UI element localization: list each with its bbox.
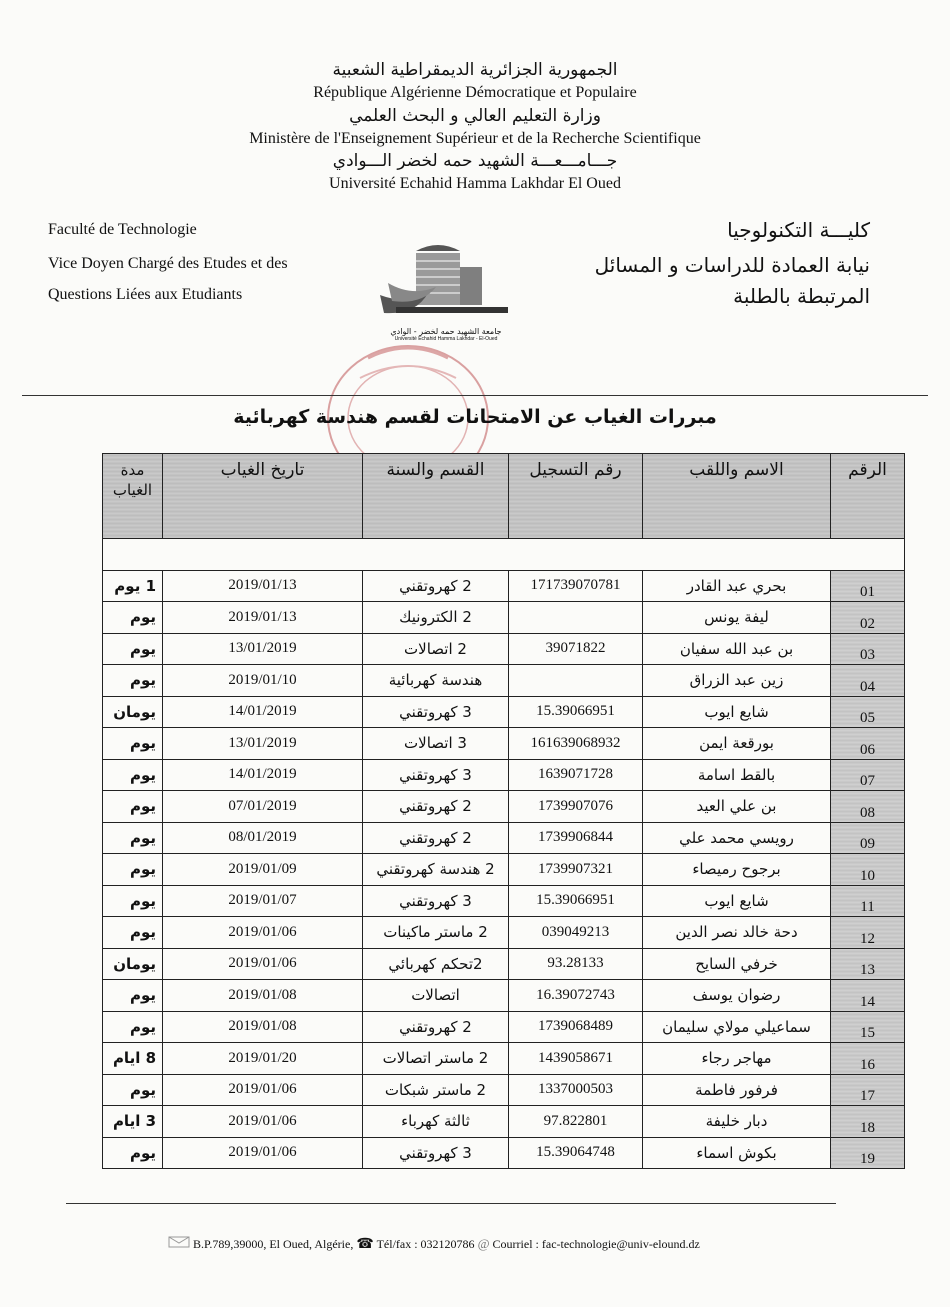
cell-num: 06 <box>831 728 905 760</box>
left-line3: Questions Liées aux Etudiants <box>48 286 243 303</box>
cell-num: 16 <box>831 1043 905 1075</box>
table-row <box>103 728 905 760</box>
cell-num: 07 <box>831 759 905 791</box>
cell-dur: يوم <box>103 791 163 823</box>
cell-reg: 15.39066951 <box>509 885 643 917</box>
table-row <box>103 791 905 823</box>
table-row <box>103 1137 905 1169</box>
header-ar-university: جـــامـــعـــة الشهيد حمه لخضر الـــوادي <box>332 151 618 171</box>
cell-dept: 2 الكترونيك <box>363 602 509 634</box>
cell-name: رويسي محمد علي <box>643 822 831 854</box>
cell-date: 13/01/2019 <box>163 728 363 760</box>
cell-date: 2019/01/06 <box>163 917 363 949</box>
absence-table <box>102 453 905 1169</box>
cell-reg: 161639068932 <box>509 728 643 760</box>
table-row <box>103 980 905 1012</box>
cell-date: 2019/01/06 <box>163 1106 363 1138</box>
cell-date: 14/01/2019 <box>163 759 363 791</box>
cell-date: 2019/01/06 <box>163 948 363 980</box>
cell-reg: 15.39064748 <box>509 1137 643 1169</box>
table-row <box>103 1043 905 1075</box>
cell-num: 15 <box>831 1011 905 1043</box>
cell-dept: 2 ماستر اتصالات <box>363 1043 509 1075</box>
logo-fr-text: Université Echahid Hamma Lakhdar - El-Oued <box>394 336 498 342</box>
table-header-row <box>103 454 905 539</box>
cell-name: بورقعة ايمن <box>643 728 831 760</box>
header-fr-republic: République Algérienne Démocratique et Populaire <box>313 84 637 101</box>
cell-dur: يوم <box>103 633 163 665</box>
cell-date: 14/01/2019 <box>163 696 363 728</box>
cell-date: 2019/01/06 <box>163 1074 363 1106</box>
cell-name: ليفة يونس <box>643 602 831 634</box>
cell-reg <box>509 602 643 634</box>
phone-icon: ☎ <box>356 1237 374 1252</box>
cell-num: 13 <box>831 948 905 980</box>
cell-num: 12 <box>831 917 905 949</box>
cell-dur: يومان <box>103 948 163 980</box>
cell-reg <box>509 665 643 697</box>
building-icon <box>376 243 516 323</box>
cell-dur: يوم <box>103 854 163 886</box>
cell-dept: ثالثة كهرباء <box>363 1106 509 1138</box>
cell-num: 09 <box>831 822 905 854</box>
table-row <box>103 854 905 886</box>
footer-divider <box>66 1203 836 1204</box>
cell-dept: 2 اتصالات <box>363 633 509 665</box>
cell-num: 08 <box>831 791 905 823</box>
cell-num: 01 <box>831 570 905 602</box>
cell-num: 18 <box>831 1106 905 1138</box>
cell-date: 08/01/2019 <box>163 822 363 854</box>
cell-dept: 3 اتصالات <box>363 728 509 760</box>
cell-dur: يوم <box>103 885 163 917</box>
cell-name: سماعيلي مولاي سليمان <box>643 1011 831 1043</box>
cell-name: شايع ايوب <box>643 696 831 728</box>
cell-reg: 15.39066951 <box>509 696 643 728</box>
cell-dur: يوم <box>103 1137 163 1169</box>
table-row <box>103 1011 905 1043</box>
cell-reg: 1739907076 <box>509 791 643 823</box>
table-row <box>103 696 905 728</box>
cell-dept: 3 كهروتقني <box>363 759 509 791</box>
cell-reg: 93.28133 <box>509 948 643 980</box>
col-header-dur: مدة الغياب <box>103 454 163 539</box>
cell-dur: يوم <box>103 602 163 634</box>
cell-reg: 1739907321 <box>509 854 643 886</box>
cell-dur: يوم <box>103 980 163 1012</box>
cell-dur: 1 يوم <box>103 570 163 602</box>
left-line2: Vice Doyen Chargé des Etudes et des <box>48 255 288 272</box>
cell-dept: 2تحكم كهربائي <box>363 948 509 980</box>
cell-dur: يوم <box>103 822 163 854</box>
cell-dur: يوم <box>103 1074 163 1106</box>
right-line2: نيابة العمادة للدراسات و المسائل <box>594 253 870 277</box>
cell-dur: 8 ايام <box>103 1043 163 1075</box>
table-row <box>103 1106 905 1138</box>
cell-reg: 39071822 <box>509 633 643 665</box>
cell-num: 04 <box>831 665 905 697</box>
cell-dur: 3 ايام <box>103 1106 163 1138</box>
cell-date: 2019/01/13 <box>163 570 363 602</box>
mail-icon <box>168 1236 190 1248</box>
cell-num: 05 <box>831 696 905 728</box>
cell-date: 2019/01/08 <box>163 1011 363 1043</box>
cell-date: 07/01/2019 <box>163 791 363 823</box>
cell-name: بحري عبد القادر <box>643 570 831 602</box>
left-faculty: Faculté de Technologie <box>48 221 197 238</box>
cell-reg: 039049213 <box>509 917 643 949</box>
cell-dur: يوم <box>103 728 163 760</box>
footer <box>168 1236 700 1253</box>
cell-name: مهاجر رجاء <box>643 1043 831 1075</box>
cell-dept: 3 كهروتقني <box>363 885 509 917</box>
table-row <box>103 665 905 697</box>
cell-name: زين عبد الزراق <box>643 665 831 697</box>
cell-num: 11 <box>831 885 905 917</box>
cell-reg: 1337000503 <box>509 1074 643 1106</box>
cell-name: بن عبد الله سفيان <box>643 633 831 665</box>
cell-reg: 1439058671 <box>509 1043 643 1075</box>
cell-date: 2019/01/10 <box>163 665 363 697</box>
table-row <box>103 1074 905 1106</box>
footer-email: Courriel : fac-technologie@univ-elound.dz <box>492 1237 700 1251</box>
col-header-dept: القسم والسنة <box>363 454 509 539</box>
col-header-date: تاريخ الغياب <box>163 454 363 539</box>
cell-dept: 2 كهروتقني <box>363 1011 509 1043</box>
cell-dept: 2 كهروتقني <box>363 822 509 854</box>
cell-dept: 2 كهروتقني <box>363 570 509 602</box>
cell-reg: 1739068489 <box>509 1011 643 1043</box>
header-ar-ministry: وزارة التعليم العالي و البحث العلمي <box>349 106 601 126</box>
cell-name: خرفي السايح <box>643 948 831 980</box>
cell-dept: اتصالات <box>363 980 509 1012</box>
cell-reg: 16.39072743 <box>509 980 643 1012</box>
university-logo <box>376 243 516 343</box>
footer-tel: Tél/fax : 032120786 <box>376 1237 475 1251</box>
cell-num: 03 <box>831 633 905 665</box>
right-line3: المرتبطة بالطلبة <box>733 284 870 308</box>
cell-dur: يوم <box>103 665 163 697</box>
cell-num: 02 <box>831 602 905 634</box>
table-row <box>103 948 905 980</box>
header-divider <box>22 395 928 396</box>
cell-reg: 1639071728 <box>509 759 643 791</box>
table-row <box>103 570 905 602</box>
cell-date: 2019/01/08 <box>163 980 363 1012</box>
cell-name: رضوان يوسف <box>643 980 831 1012</box>
cell-dept: 3 كهروتقني <box>363 1137 509 1169</box>
cell-num: 14 <box>831 980 905 1012</box>
header-ar-republic: الجمهورية الجزائرية الديمقراطية الشعبية <box>332 60 618 80</box>
cell-dur: يوم <box>103 917 163 949</box>
header-fr-university: Université Echahid Hamma Lakhdar El Oued <box>329 175 621 192</box>
cell-dur: يوم <box>103 1011 163 1043</box>
cell-name: بالقط اسامة <box>643 759 831 791</box>
cell-name: دحة خالد نصر الدين <box>643 917 831 949</box>
cell-reg: 171739070781 <box>509 570 643 602</box>
cell-name: بكوش اسماء <box>643 1137 831 1169</box>
cell-num: 19 <box>831 1137 905 1169</box>
table-row <box>103 759 905 791</box>
cell-date: 2019/01/06 <box>163 1137 363 1169</box>
cell-name: برجوح رميصاء <box>643 854 831 886</box>
cell-date: 2019/01/20 <box>163 1043 363 1075</box>
cell-dur: يوم <box>103 759 163 791</box>
table-row <box>103 885 905 917</box>
cell-num: 17 <box>831 1074 905 1106</box>
right-faculty: كليـــة التكنولوجيا <box>727 218 870 242</box>
page-title: مبررات الغياب عن الامتحانات لقسم هندسة كهربائية <box>233 406 717 428</box>
cell-num: 10 <box>831 854 905 886</box>
col-header-num: الرقم <box>831 454 905 539</box>
cell-dept: هندسة كهربائية <box>363 665 509 697</box>
cell-date: 2019/01/07 <box>163 885 363 917</box>
col-header-reg: رقم التسجيل <box>509 454 643 539</box>
cell-date: 13/01/2019 <box>163 633 363 665</box>
table-row <box>103 602 905 634</box>
cell-dept: 2 هندسة كهروتقني <box>363 854 509 886</box>
table-row <box>103 822 905 854</box>
col-header-name: الاسم واللقب <box>643 454 831 539</box>
cell-reg: 1739906844 <box>509 822 643 854</box>
footer-address: B.P.789,39000, El Oued, Algérie, <box>193 1237 354 1251</box>
table-row <box>103 917 905 949</box>
cell-dept: 3 كهروتقني <box>363 696 509 728</box>
cell-dept: 2 كهروتقني <box>363 791 509 823</box>
cell-dur: يومان <box>103 696 163 728</box>
cell-name: دبار خليفة <box>643 1106 831 1138</box>
cell-dept: 2 ماستر شبكات <box>363 1074 509 1106</box>
table-row <box>103 633 905 665</box>
cell-date: 2019/01/13 <box>163 602 363 634</box>
cell-name: فرفور فاطمة <box>643 1074 831 1106</box>
cell-name: شايع ايوب <box>643 885 831 917</box>
cell-name: بن علي العيد <box>643 791 831 823</box>
cell-reg: 97.822801 <box>509 1106 643 1138</box>
email-icon: @ <box>477 1236 490 1251</box>
cell-dept: 2 ماستر ماكينات <box>363 917 509 949</box>
logo-ar-text: جامعة الشهيد حمه لخضر - الوادي <box>390 327 502 336</box>
header-fr-ministry: Ministère de l'Enseignement Supérieur et de la Recherche Scientifique <box>249 130 701 147</box>
cell-date: 2019/01/09 <box>163 854 363 886</box>
